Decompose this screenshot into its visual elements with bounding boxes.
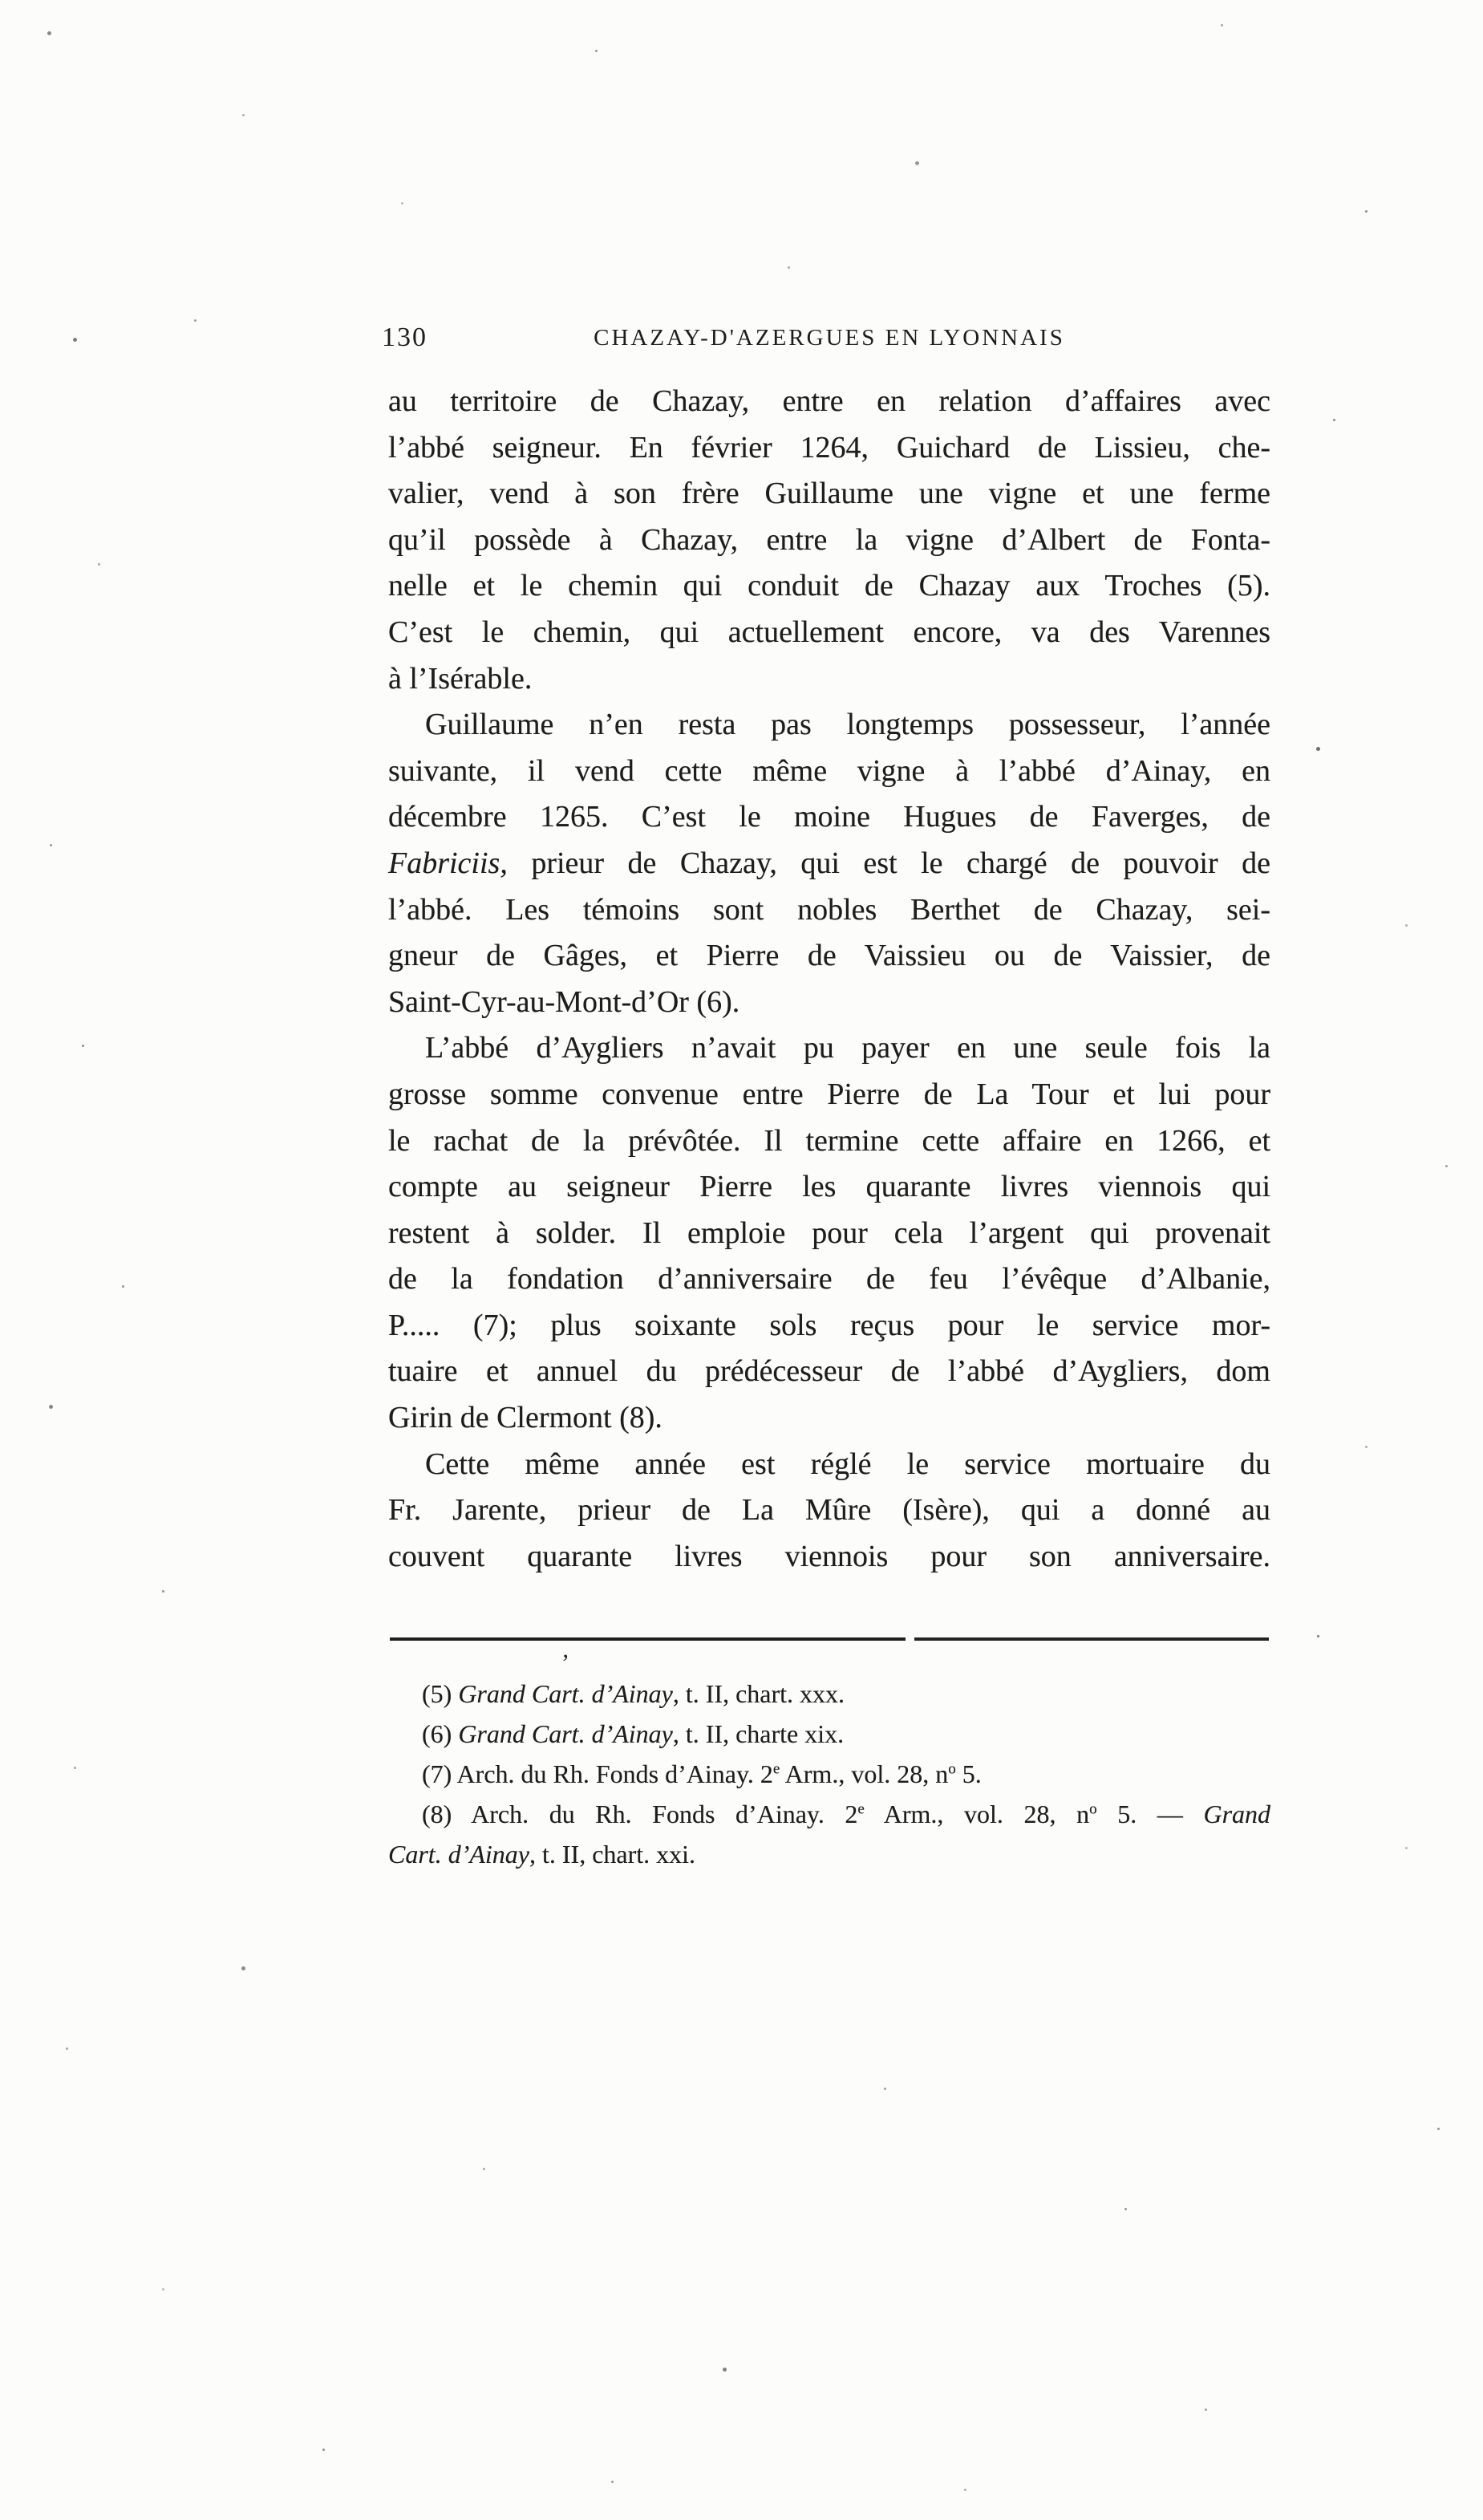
body-line: Guillaume n’en resta pas longtemps possesseur, l’année (425, 708, 1270, 742)
superscript: e (772, 1760, 780, 1778)
scan-noise (0, 0, 2, 2)
body-line: décembre 1265. C’est le moine Hugues de Faverges, de (388, 800, 1270, 834)
footnote-text: , t. II, charte xix. (672, 1719, 845, 1748)
body-line: Fr. Jarente, prieur de La Mûre (Isère), qui a donné au (388, 1493, 1270, 1528)
body-line: à l’Isérable. (388, 661, 533, 696)
footnote-line (388, 1794, 1270, 1834)
body-text (388, 379, 1270, 1580)
italic-work-title: Grand (1203, 1800, 1271, 1828)
body-line: au territoire de Chazay, entre en relation d’affaires avec (388, 384, 1270, 418)
superscript: o (948, 1760, 956, 1778)
footnote-text: 5. (955, 1759, 982, 1788)
body-line: C’est le chemin, qui actuellement encore, va des Varennes (388, 615, 1270, 649)
body-line: tuaire et annuel du prédécesseur de l’abbé d’Aygliers, dom (388, 1354, 1270, 1389)
body-line: restent à solder. Il emploie pour cela l’argent qui provenait (388, 1215, 1270, 1250)
footnote-text: Arm., vol. 28, n (780, 1759, 949, 1788)
superscript: o (1089, 1800, 1097, 1818)
footnote-number: (6) (422, 1719, 459, 1748)
body-line: suivante, il vend cette même vigne à l’abbé d’Ainay, en (388, 753, 1270, 788)
footnote-line (388, 1714, 1270, 1754)
body-line: Saint-Cyr-au-Mont-d’Or (6). (388, 984, 740, 1019)
body-line: grosse somme convenue entre Pierre de La Tour et lui pour (388, 1077, 1270, 1111)
italic-term: Fabriciis, (388, 846, 508, 880)
superscript: e (857, 1800, 865, 1818)
footnote-line (388, 1754, 1270, 1794)
body-line: Cette même année est réglé le service mortuaire du (425, 1447, 1270, 1481)
body-line-text: prieur de Chazay, qui est le chargé de pouvoir de (507, 846, 1270, 880)
page-number: 130 (382, 323, 427, 352)
footnote-text: (8) Arch. du Rh. Fonds d’Ainay. 2 (422, 1800, 858, 1828)
footnote-text: (7) Arch. du Rh. Fonds d’Ainay. 2 (422, 1759, 773, 1788)
footnote-rule (390, 1637, 1269, 1641)
running-title: CHAZAY-D'AZERGUES EN LYONNAIS (594, 325, 1065, 351)
footnote-text: , t. II, chart. xxx. (672, 1679, 845, 1708)
body-line: Girin de Clermont (8). (388, 1401, 662, 1435)
body-line: qu’il possède à Chazay, entre la vigne d’Albert de Fonta- (388, 522, 1270, 557)
footnote-text: , t. II, chart. xxi. (529, 1840, 696, 1869)
page-header (382, 323, 1270, 358)
body-line: gneur de Gâges, et Pierre de Vaissieu ou de Vaissier, de (388, 939, 1270, 973)
footnote-line (388, 1674, 1270, 1714)
body-line: l’abbé seigneur. En février 1264, Guichard de Lissieu, che- (388, 430, 1270, 465)
footnote-line (388, 1834, 1270, 1874)
italic-work-title: Grand Cart. d’Ainay (458, 1719, 673, 1748)
body-line: l’abbé. Les témoins sont nobles Berthet de Chazay, sei- (388, 892, 1270, 927)
body-line: couvent quarante livres viennois pour son anniversaire. (388, 1539, 1270, 1573)
body-line: le rachat de la prévôtée. Il termine cette affaire en 1266, et (388, 1123, 1270, 1158)
body-line: P..... (7); plus soixante sols reçus pour le service mor- (388, 1308, 1270, 1342)
body-line: valier, vend à son frère Guillaume une vigne et une ferme (388, 477, 1270, 511)
footnote-number: (5) (422, 1679, 459, 1708)
italic-work-title: Cart. d’Ainay (388, 1840, 529, 1869)
body-line: compte au seigneur Pierre les quarante livres viennois qui (388, 1170, 1270, 1204)
body-line: nelle et le chemin qui conduit de Chazay aux Troches (5). (388, 569, 1270, 603)
footnote-text: Arm., vol. 28, n (864, 1800, 1090, 1828)
body-line (388, 841, 1270, 887)
body-line: L’abbé d’Aygliers n’avait pu payer en une seule fois la (425, 1031, 1270, 1065)
footnotes (388, 1674, 1270, 1874)
footnote-text: 5. — (1096, 1800, 1204, 1828)
body-line: de la fondation d’anniversaire de feu l’évêque d’Albanie, (388, 1262, 1270, 1297)
stray-ink-mark: ’ (561, 1650, 569, 1676)
italic-work-title: Grand Cart. d’Ainay (458, 1679, 673, 1708)
